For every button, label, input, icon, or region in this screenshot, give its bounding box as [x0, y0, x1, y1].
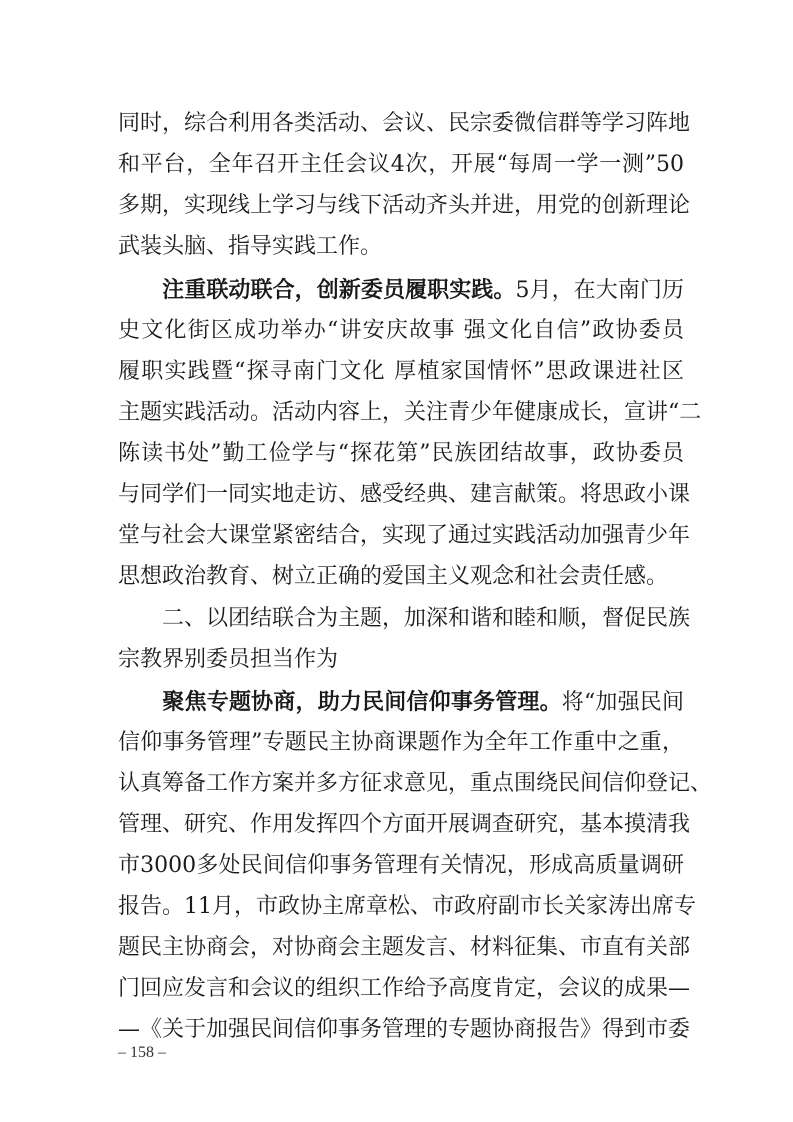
text-run: 题民主协商会，对协商会主题发言、材料征集、市直有关部	[118, 935, 691, 960]
paragraph-line	[118, 104, 691, 144]
paragraph-line	[118, 270, 684, 310]
bold-lead-phrase: 聚焦专题协商，助力民间信仰事务管理。	[162, 689, 562, 715]
paragraph-line	[118, 928, 691, 968]
paragraph-line	[118, 682, 684, 722]
paragraph-line	[118, 227, 684, 267]
paragraph-line	[118, 311, 684, 351]
text-run: 二、以团结联合为主题，加深和谐和睦和顺，督促民族	[118, 606, 691, 631]
text-run: 信仰事务管理”专题民主协商课题作为全年工作重中之重，	[118, 730, 684, 755]
section-heading-line	[118, 599, 691, 639]
text-run: 认真筹备工作方案并多方征求意见，重点围绕民间信仰登记、	[118, 771, 713, 796]
text-run: 武装头脑、指导实践工作。	[118, 234, 383, 259]
paragraph-line	[118, 186, 691, 226]
paragraph-line	[118, 434, 684, 474]
text-run: 将“加强民间	[561, 690, 684, 715]
paragraph-line	[118, 516, 691, 556]
text-run: 思想政治教育、树立正确的爱国主义观念和社会责任感。	[118, 564, 669, 589]
paragraph-line	[118, 723, 684, 763]
text-run: 陈读书处”勤工俭学与“探花第”民族团结故事，政协委员	[118, 441, 684, 466]
paragraph-line	[118, 393, 702, 433]
bold-lead-phrase: 注重联动联合，创新委员履职实践。	[162, 277, 516, 303]
text-run: 堂与社会大课堂紧密结合，实现了通过实践活动加强青少年	[118, 523, 691, 548]
text-run: 履职实践暨“探寻南门文化 厚植家国情怀”思政课进社区	[118, 359, 684, 384]
paragraph-line	[118, 846, 684, 886]
text-run: 5月，在大南门历	[515, 278, 684, 303]
text-run	[118, 690, 162, 715]
paragraph-line	[118, 145, 684, 185]
paragraph-line	[118, 887, 696, 927]
text-run: 宗教界别委员担当作为	[118, 647, 339, 672]
text-run: 与同学们一同实地走访、感受经典、建言献策。将思政小课	[118, 482, 691, 507]
text-run: 管理、研究、作用发挥四个方面开展调查研究，基本摸清我	[118, 812, 691, 837]
text-run: 史文化街区成功举办“讲安庆故事 强文化自信”政协委员	[118, 318, 684, 343]
text-run: 多期，实现线上学习与线下活动齐头并进，用党的创新理论	[118, 193, 691, 218]
text-run: 报告。11月，市政协主席章松、市政府副市长关家涛出席专	[118, 894, 696, 919]
text-run: —《关于加强民间信仰事务管理的专题协商报告》得到市委	[118, 1017, 691, 1042]
paragraph-line	[118, 805, 691, 845]
paragraph-line	[118, 475, 691, 515]
page-number: – 158 –	[118, 1044, 166, 1061]
text-run: 门回应发言和会议的组织工作给予高度肯定，会议的成果—	[118, 976, 691, 1001]
text-run	[118, 278, 162, 303]
paragraph-line	[118, 969, 691, 1009]
section-heading-line	[118, 640, 684, 680]
paragraph-line	[118, 557, 684, 597]
text-run: 和平台，全年召开主任会议4次，开展“每周一学一测”50	[118, 152, 684, 177]
paragraph-line	[118, 764, 713, 804]
text-run: 主题实践活动。活动内容上，关注青少年健康成长，宣讲“二	[118, 400, 702, 425]
text-run: 同时，综合利用各类活动、会议、民宗委微信群等学习阵地	[118, 111, 691, 136]
paragraph-line	[118, 1010, 691, 1050]
text-run: 市3000多处民间信仰事务管理有关情况，形成高质量调研	[118, 853, 684, 878]
paragraph-line	[118, 352, 684, 392]
